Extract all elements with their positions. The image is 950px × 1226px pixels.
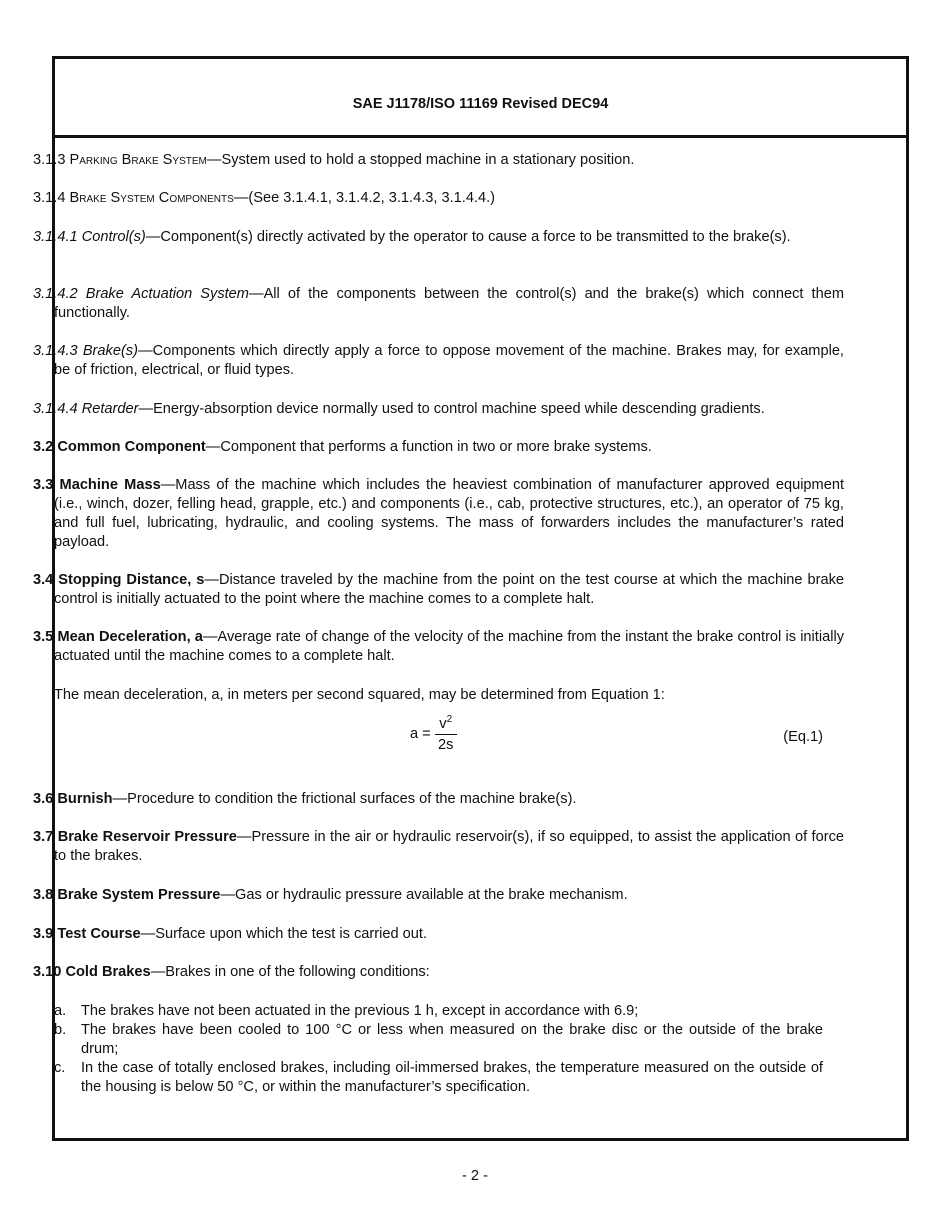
term-dash: — (206, 152, 222, 168)
term-dash: — (204, 572, 219, 588)
section-3-1-4 (33, 189, 844, 208)
section-text: Mass of the machine which includes the heaviest combination of manufacturer approved equipment (i.e., winch, dozer, felling head, grapple, etc.) and components (i.e., cab, protective structures, etc.), an operator of 75 kg, and full fuel, lubricating, hydraulic, and cooling systems. The mass of forwarders includes the manufacturer’s rated payload. (54, 477, 844, 550)
section-number: 3.3 (33, 477, 54, 493)
equation-numerator (437, 714, 454, 734)
equation-denominator: 2s (437, 737, 454, 753)
equation-label: (Eq.1) (783, 729, 823, 745)
term-dash: — (233, 190, 249, 206)
section-term: Brake System Components (69, 190, 234, 206)
equation-exponent: 2 (446, 714, 453, 725)
section-3-8 (33, 886, 844, 905)
section-3-1-4-4 (33, 400, 844, 419)
section-term: Machine Mass (59, 477, 161, 493)
section-number: 3.7 (33, 829, 54, 845)
term-dash: — (205, 439, 221, 455)
section-text: Average rate of change of the velocity of the machine from the instant the brake control is initially actuated until the machine comes to a complete halt. (54, 629, 844, 664)
section-text: Brakes in one of the following conditions: (165, 964, 430, 980)
section-number: 3.4 (33, 572, 54, 588)
section-3-9 (33, 925, 844, 944)
section-3-2 (33, 438, 844, 457)
section-term: Brake Reservoir Pressure (57, 829, 237, 845)
section-3-3 (33, 476, 844, 552)
deceleration-note: The mean deceleration, a, in meters per second squared, may be determined from Equation 1: (54, 687, 665, 703)
section-text: Procedure to condition the frictional surfaces of the machine brake(s). (127, 791, 577, 807)
section-term: Retarder (81, 401, 139, 417)
equation-1 (33, 714, 823, 762)
list-item (54, 1002, 823, 1021)
section-number: 3.9 (33, 926, 54, 942)
section-number: 3.1.3 (33, 152, 66, 168)
section-number: 3.1.4.1 (33, 229, 78, 245)
term-dash: — (150, 964, 166, 980)
equation-fraction (435, 714, 457, 755)
page-number: - 2 - (462, 1168, 488, 1184)
section-number: 3.1.4 (33, 190, 66, 206)
section-text: All of the components between the control(s) and the brake(s) which connect them functionally. (54, 286, 844, 321)
section-3-1-4-3 (33, 342, 844, 380)
section-number: 3.1.4.4 (33, 401, 78, 417)
header-box (55, 59, 906, 138)
section-text: Components which directly apply a force to oppose movement of the machine. Brakes may, for example, be of friction, electrical, or fluid types. (54, 343, 844, 378)
section-term: Brake(s) (82, 343, 138, 359)
term-dash: — (138, 401, 154, 417)
term-dash: — (160, 477, 176, 493)
section-3-7 (33, 828, 844, 866)
section-number: 3.1.4.2 (33, 286, 78, 302)
section-3-1-3 (33, 151, 844, 170)
section-term: Mean Deceleration, a (57, 629, 203, 645)
term-dash: — (145, 229, 161, 245)
section-text: (See 3.1.4.1, 3.1.4.2, 3.1.4.3, 3.1.4.4.) (248, 190, 496, 206)
term-dash: — (202, 629, 218, 645)
list-item-text: In the case of totally enclosed brakes, including oil-immersed brakes, the temperature measured on the outside of the housing is below 50 °C, or within the manufacturer’s specification. (81, 1060, 823, 1095)
section-term: Test Course (57, 926, 141, 942)
section-3-6 (33, 790, 844, 809)
section-term: Stopping Distance, s (58, 572, 205, 588)
section-text: Distance traveled by the machine from the point on the test course at which the machine brake control is initially actuated to the point where the machine comes to a complete halt. (54, 572, 844, 607)
equation-numerator-base: v (439, 716, 447, 732)
term-dash: — (220, 887, 236, 903)
section-number: 3.8 (33, 887, 54, 903)
equation-expression (410, 714, 457, 755)
section-number: 3.5 (33, 629, 54, 645)
section-text: Energy-absorption device normally used to control machine speed while descending gradients. (153, 401, 765, 417)
term-dash: — (140, 926, 156, 942)
list-marker: b. (54, 1022, 67, 1038)
section-3-10 (33, 963, 844, 982)
section-text: System used to hold a stopped machine in a stationary position. (221, 152, 635, 168)
term-dash: — (112, 791, 128, 807)
list-item-text: The brakes have been cooled to 100 °C or less when measured on the brake disc or the outside of the brake drum; (81, 1022, 823, 1057)
section-text: Component that performs a function in two or more brake systems. (220, 439, 652, 455)
section-text: Surface upon which the test is carried out. (155, 926, 427, 942)
section-term: Brake Actuation System (85, 286, 249, 302)
list-item (54, 1059, 823, 1097)
list-marker: c. (54, 1060, 66, 1076)
section-text: Component(s) directly activated by the operator to cause a force to be transmitted to the brake(s). (160, 229, 791, 245)
term-dash: — (236, 829, 252, 845)
section-term: Cold Brakes (65, 964, 151, 980)
section-3-1-4-2 (33, 285, 844, 323)
section-number: 3.2 (33, 439, 54, 455)
section-text: Pressure in the air or hydraulic reservoir(s), if so equipped, to assist the application of force to the brakes. (54, 829, 844, 864)
list-item (54, 1021, 823, 1059)
section-text: Gas or hydraulic pressure available at the brake mechanism. (235, 887, 628, 903)
section-term: Burnish (57, 791, 113, 807)
section-term: Brake System Pressure (57, 887, 221, 903)
section-term: Control(s) (81, 229, 146, 245)
section-number: 3.6 (33, 791, 54, 807)
section-3-4 (33, 571, 844, 609)
section-number: 3.10 (33, 964, 62, 980)
list-item-text: The brakes have not been actuated in the previous 1 h, except in accordance with 6.9; (81, 1003, 639, 1019)
equation-lhs: a = (410, 726, 431, 742)
section-3-5 (33, 628, 844, 666)
document-title: SAE J1178/ISO 11169 Revised DEC94 (352, 96, 609, 112)
term-dash: — (137, 343, 153, 359)
section-term: Common Component (57, 439, 206, 455)
section-term: Parking Brake System (69, 152, 207, 168)
section-3-1-4-1 (33, 228, 844, 247)
term-dash: — (248, 286, 264, 302)
list-marker: a. (54, 1003, 67, 1019)
section-number: 3.1.4.3 (33, 343, 78, 359)
